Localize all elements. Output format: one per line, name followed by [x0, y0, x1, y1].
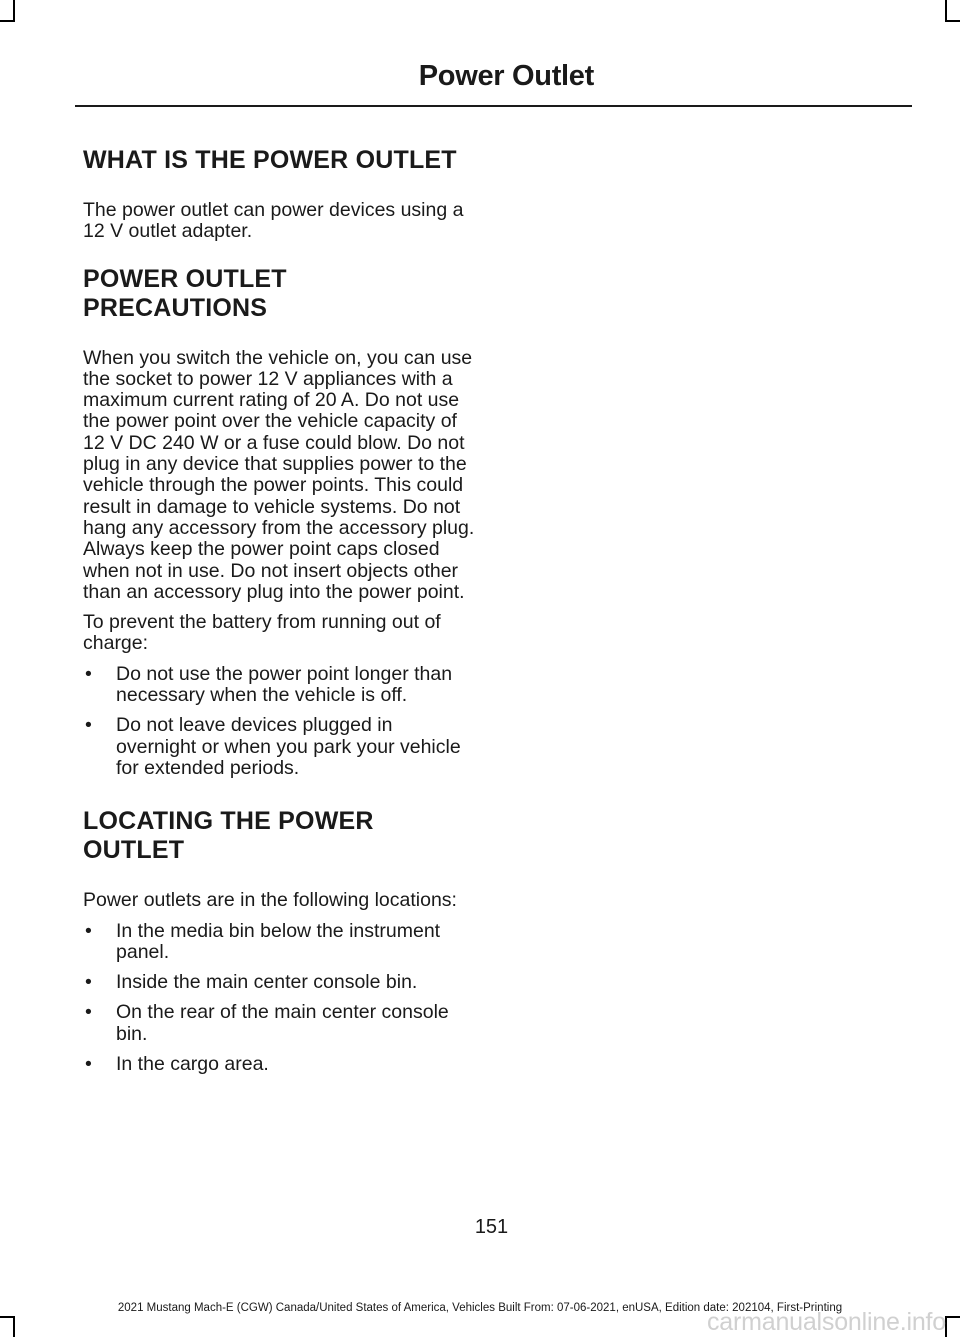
page-number: 151: [474, 1216, 509, 1238]
crop-mark-top-left-vertical: [13, 0, 15, 22]
bullet-icon: •: [85, 1053, 92, 1076]
edition-footer: 2021 Mustang Mach-E (CGW) Canada/United States of America, Vehicles Built From: 07-06-2021, enUSA, Edition date: 202104, First-Printing: [117, 1302, 843, 1314]
crop-mark-bottom-left-vertical: [13, 1316, 15, 1337]
bullet-icon: •: [85, 919, 92, 942]
section-heading-what-is: WHAT IS THE POWER OUTLET: [83, 146, 457, 174]
bullet-icon: •: [85, 1001, 92, 1024]
crop-mark-top-right-horizontal: [945, 20, 960, 22]
precautions-intro: To prevent the battery from running out of charge:: [83, 611, 441, 655]
locating-heading-line2: OUTLET: [83, 836, 185, 865]
bullet-icon: •: [85, 971, 92, 994]
bullet-icon: •: [85, 714, 92, 737]
locating-intro: Power outlets are in the following locations:: [83, 889, 457, 912]
site-watermark: carmanualsonline.info: [706, 1308, 946, 1336]
crop-mark-bottom-right-horizontal: [945, 1316, 960, 1318]
what-is-paragraph: The power outlet can power devices using a 12 V outlet adapter.: [83, 199, 464, 243]
section-heading-precautions: [83, 265, 475, 323]
list-item: • Do not use the power point longer than necessary when the vehicle is off.: [85, 662, 453, 707]
crop-mark-bottom-left-horizontal: [0, 1316, 15, 1318]
list-item: • In the media bin below the instrument panel.: [85, 919, 441, 963]
precautions-heading-line1: POWER OUTLET: [83, 264, 287, 293]
crop-mark-top-right-vertical: [945, 0, 947, 22]
precautions-heading-line2: PRECAUTIONS: [83, 293, 268, 322]
list-item: • In the cargo area.: [85, 1053, 269, 1076]
precautions-list: [83, 664, 475, 779]
precautions-paragraph: When you switch the vehicle on, you can use the socket to power 12 V appliances with a maximum current rating of 20 A. Do not use the power point over the vehicle capacity of 12 V DC 240 W or a fuse could blow. Do not plug in any device that supplies power to the vehicle through the power points. This could result in damage to vehicle systems. Do not hang any accessory from the accessory plug. Always keep the power point caps closed when not in use. Do not insert objects other than an accessory plug into the power point.: [83, 346, 475, 603]
bullet-icon: •: [85, 662, 92, 685]
crop-mark-top-left-horizontal: [0, 20, 15, 22]
header-divider: [75, 105, 912, 107]
locating-heading-line1: LOCATING THE POWER: [83, 807, 374, 836]
list-item: • Do not leave devices plugged in overnight or when you park your vehicle for extended periods.: [85, 714, 461, 779]
page-header-title: Power Outlet: [418, 60, 594, 92]
list-item: • Inside the main center console bin.: [85, 971, 418, 994]
list-item: • On the rear of the main center console bin.: [85, 1001, 449, 1045]
main-column: [83, 146, 475, 1091]
section-heading-locating: [83, 807, 475, 865]
locations-list: [83, 921, 475, 1076]
